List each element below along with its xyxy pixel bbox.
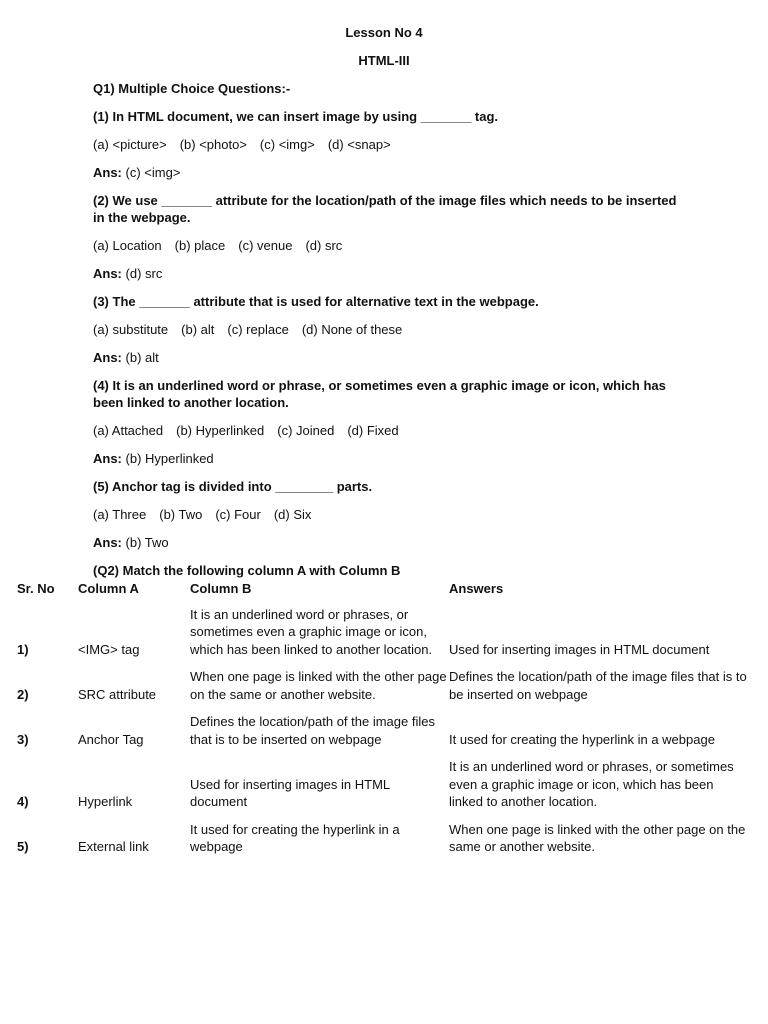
- cell-sr-no: 1): [17, 641, 29, 657]
- option-a: (a) Three: [93, 507, 147, 522]
- option-d: (d) <snap>: [327, 137, 391, 152]
- option-c: (c) Four: [215, 507, 261, 522]
- table-row: [17, 713, 749, 758]
- answer-line: [93, 450, 683, 467]
- option-a: (a) substitute: [93, 322, 169, 337]
- cell-sr-no: 2): [17, 686, 29, 702]
- answer-value: (b) alt: [125, 350, 159, 365]
- header-sr-no: Sr. No: [17, 581, 55, 596]
- cell-answer: Defines the location/path of the image files that is to be inserted on webpage: [449, 669, 747, 702]
- answer-label: Ans:: [93, 266, 122, 281]
- question-options: [93, 321, 683, 338]
- cell-answer: When one page is linked with the other page on the same or another website.: [449, 821, 746, 854]
- answer-value: (c) <img>: [125, 165, 181, 180]
- cell-answer: It is an underlined word or phrases, or sometimes even a graphic image or icon, which has been linked to another location.: [449, 759, 734, 809]
- question-text: (5) Anchor tag is divided into ________ parts.: [93, 479, 373, 494]
- header-answers: Answers: [449, 581, 504, 596]
- cell-column-a: SRC attribute: [78, 686, 157, 702]
- answer-value: (b) Hyperlinked: [125, 451, 214, 466]
- option-c: (c) <img>: [259, 137, 315, 152]
- cell-sr-no: 3): [17, 731, 29, 747]
- question-block-1: [93, 108, 683, 181]
- question-text: (4) It is an underlined word or phrase, or sometimes even a graphic image or icon, which has been linked to another location.: [93, 378, 666, 410]
- cell-sr-no: 4): [17, 794, 29, 809]
- cell-column-b: It is an underlined word or phrases, or sometimes even a graphic image or icon, which has been linked to another location.: [190, 606, 433, 657]
- cell-sr-no: 5): [17, 839, 29, 854]
- answer-value: (d) src: [125, 266, 163, 281]
- answer-label: Ans:: [93, 535, 122, 550]
- question-text: (2) We use _______ attribute for the location/path of the image files which needs to be inserted in the webpage.: [93, 193, 677, 225]
- option-d: (d) src: [305, 238, 343, 253]
- answer-line: [93, 265, 683, 282]
- option-c: (c) Joined: [277, 423, 335, 438]
- cell-column-a: Hyperlink: [78, 794, 133, 809]
- option-b: (b) Two: [159, 507, 203, 522]
- question-text: (3) The _______ attribute that is used for alternative text in the webpage.: [93, 294, 539, 309]
- header-column-a: Column A: [78, 581, 139, 596]
- option-a: (a) <picture>: [93, 137, 167, 152]
- q1-heading: Q1) Multiple Choice Questions:-: [93, 81, 291, 96]
- option-b: (b) <photo>: [179, 137, 247, 152]
- cell-column-b: Used for inserting images in HTML document: [190, 776, 390, 809]
- cell-column-b: When one page is linked with the other page on the same or another website.: [190, 669, 447, 702]
- cell-answer: It used for creating the hyperlink in a webpage: [449, 731, 715, 747]
- answer-value: (b) Two: [125, 535, 169, 550]
- question-block-2: [93, 192, 683, 282]
- option-b: (b) place: [174, 238, 226, 253]
- question-options: [93, 506, 683, 523]
- question-options: [93, 237, 683, 254]
- cell-column-b: It used for creating the hyperlink in a webpage: [190, 821, 400, 854]
- option-d: (d) None of these: [301, 322, 403, 337]
- header-column-b: Column B: [190, 581, 252, 596]
- option-a: (a) Location: [93, 238, 162, 253]
- option-b: (b) Hyperlinked: [176, 423, 265, 438]
- cell-column-a: Anchor Tag: [78, 731, 144, 747]
- option-d: (d) Fixed: [347, 423, 399, 438]
- option-d: (d) Six: [273, 507, 312, 522]
- lesson-title: Lesson No 4: [345, 25, 423, 40]
- q2-heading: (Q2) Match the following column A with Column B: [93, 563, 401, 578]
- question-block-4: [93, 377, 683, 467]
- table-row: [17, 606, 749, 669]
- table-row: [17, 821, 749, 866]
- answer-label: Ans:: [93, 350, 122, 365]
- answer-label: Ans:: [93, 165, 122, 180]
- answer-line: [93, 349, 683, 366]
- option-c: (c) venue: [238, 238, 293, 253]
- option-c: (c) replace: [227, 322, 289, 337]
- question-options: [93, 422, 683, 439]
- question-block-3: [93, 293, 683, 366]
- match-table: [17, 580, 749, 866]
- subject-title: HTML-III: [358, 53, 410, 68]
- cell-column-a: External link: [78, 839, 149, 854]
- cell-answer: Used for inserting images in HTML document: [449, 641, 710, 657]
- option-a: (a) Attached: [93, 423, 164, 438]
- cell-column-b: Defines the location/path of the image files that is to be inserted on webpage: [190, 714, 435, 747]
- answer-line: [93, 534, 683, 551]
- table-header-row: [17, 580, 749, 606]
- cell-column-a: <IMG> tag: [78, 641, 140, 657]
- answer-line: [93, 164, 683, 181]
- question-block-5: [93, 478, 683, 551]
- option-b: (b) alt: [181, 322, 215, 337]
- q1-section: [93, 80, 683, 590]
- table-row: [17, 668, 749, 713]
- table-row: [17, 758, 749, 821]
- answer-label: Ans:: [93, 451, 122, 466]
- question-text: (1) In HTML document, we can insert image by using _______ tag.: [93, 109, 499, 124]
- question-options: [93, 136, 683, 153]
